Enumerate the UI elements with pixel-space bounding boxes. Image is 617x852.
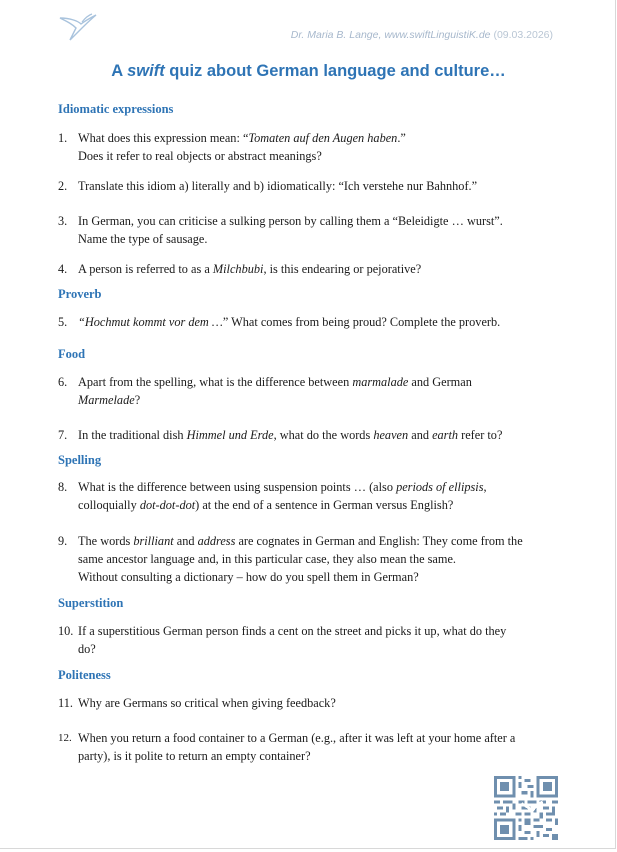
question-8: 8. What is the difference between using suspension points … (also periods of ellipsis, colloquially dot-dot-dot) at the end of a sentence in German versus English? [58,480,487,512]
question-6: 6. Apart from the spelling, what is the difference between marmalade and German Marmelade? [58,375,472,407]
document-date: (09.03.2026) [493,29,553,41]
section-heading-politeness: Politeness [58,668,111,682]
question-2: 2. Translate this idiom a) literally and b) idiomatically: “Ich verstehe nur Bahnhof.” [58,179,478,193]
question-7: 7. In the traditional dish Himmel und Erde, what do the words heaven and earth refer to? [58,428,503,442]
website-link[interactable]: www.swiftLinguistiK.de [384,29,491,41]
section-heading-proverb: Proverb [58,287,102,301]
title-swift: swift [127,62,165,80]
section-heading-spelling: Spelling [58,453,102,467]
section-heading-idioms: Idiomatic expressions [58,102,174,116]
question-10: 10. If a superstitious German person finds a cent on the street and picks it up, what do they do? [58,624,507,656]
question-1: 1. What does this expression mean: “Tomaten auf den Augen haben.” Does it refer to real objects or abstract meanings? [58,131,406,163]
section-heading-superstition: Superstition [58,596,124,610]
bird-logo-icon [58,12,98,42]
section-heading-food: Food [58,347,86,361]
question-4: 4. A person is referred to as a Milchbubi, is this endearing or pejorative? [58,262,422,276]
question-12: 12. When you return a food container to a German (e.g., after it was left at your home after a party), is it polite to return an empty container? [58,731,516,763]
question-3: 3. In German, you can criticise a sulking person by calling them a “Beleidigte … wurst”. Name the type of sausage. [58,214,503,246]
question-11: 11. Why are Germans so critical when giving feedback? [58,696,336,710]
question-9: 9. The words brilliant and address are cognates in German and English: They come from the same ancestor language and, in this particular case, they also mean the same. Without consulting a dictionary – how do you spell them in German? [58,534,523,584]
page-title: A swift quiz about German language and culture… [111,62,506,80]
qr-code-icon[interactable] [494,776,558,840]
author-line [291,29,553,41]
question-5: 5. “Hochmut kommt vor dem …” What comes from being proud? Complete the proverb. [58,315,501,329]
author-name: Dr. Maria B. Lange, [290,29,382,41]
